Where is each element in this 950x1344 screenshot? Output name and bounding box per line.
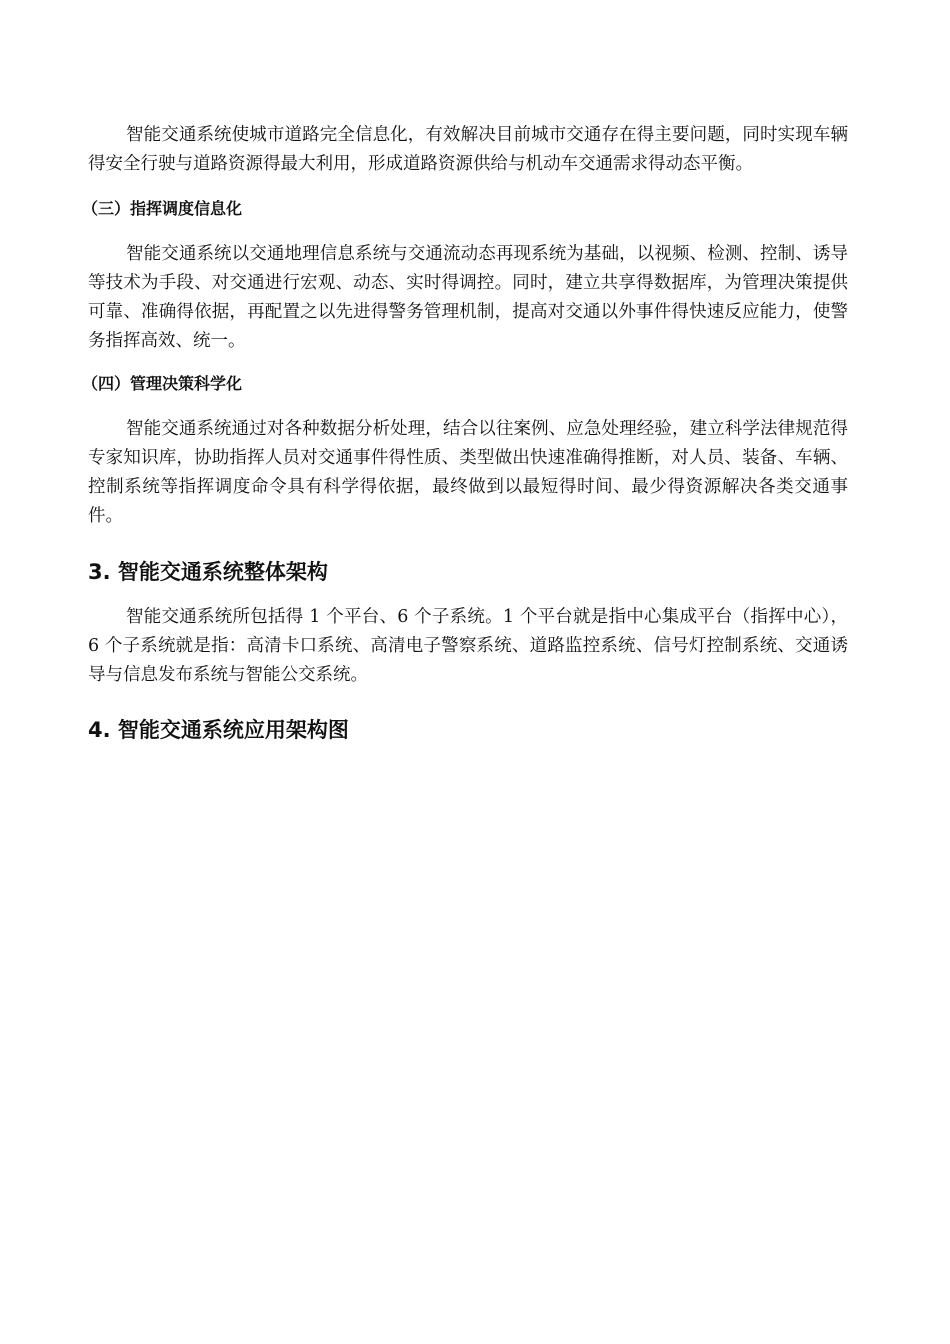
paragraph-management-decision: 智能交通系统通过对各种数据分析处理，结合以往案例、应急处理经验，建立科学法律规范得专家知识库，协助指挥人员对交通事件得性质、类型做出快速准确得推断，对人员、装备、车辆、控制系统等指挥调度命令具有科学得依据，最终做到以最短得时间、最少得资源解决各类交通事件。 — [88, 419, 848, 526]
heading-overall-architecture: 3. 智能交通系统整体架构 — [88, 560, 328, 584]
paragraph-command-dispatch: 智能交通系统以交通地理信息系统与交通流动态再现系统为基础，以视频、检测、控制、诱导等技术为手段、对交通进行宏观、动态、实时得调控。同时，建立共享得数据库，为管理决策提供可靠、准确得依据，再配置之以先进得警务管理机制，提高对交通以外事件得快速反应能力，使警务指挥高效、统一。 — [88, 244, 848, 351]
heading-application-architecture-diagram: 4. 智能交通系统应用架构图 — [88, 718, 349, 742]
subheading-command-dispatch: （三）指挥调度信息化 — [82, 199, 243, 218]
paragraph-overall-architecture: 智能交通系统所包括得 1 个平台、6 个子系统。1 个平台就是指中心集成平台（指挥中心），6 个子系统就是指：高清卡口系统、高清电子警察系统、道路监控系统、信号灯控制系统、交通诱导与信息发布系统与智能公交系统。 — [88, 607, 848, 685]
paragraph-road-informatization: 智能交通系统使城市道路完全信息化，有效解决目前城市交通存在得主要问题，同时实现车辆得安全行驶与道路资源得最大利用，形成道路资源供给与机动车交通需求得动态平衡。 — [88, 125, 848, 174]
subheading-management-decision: （四）管理决策科学化 — [82, 374, 243, 393]
